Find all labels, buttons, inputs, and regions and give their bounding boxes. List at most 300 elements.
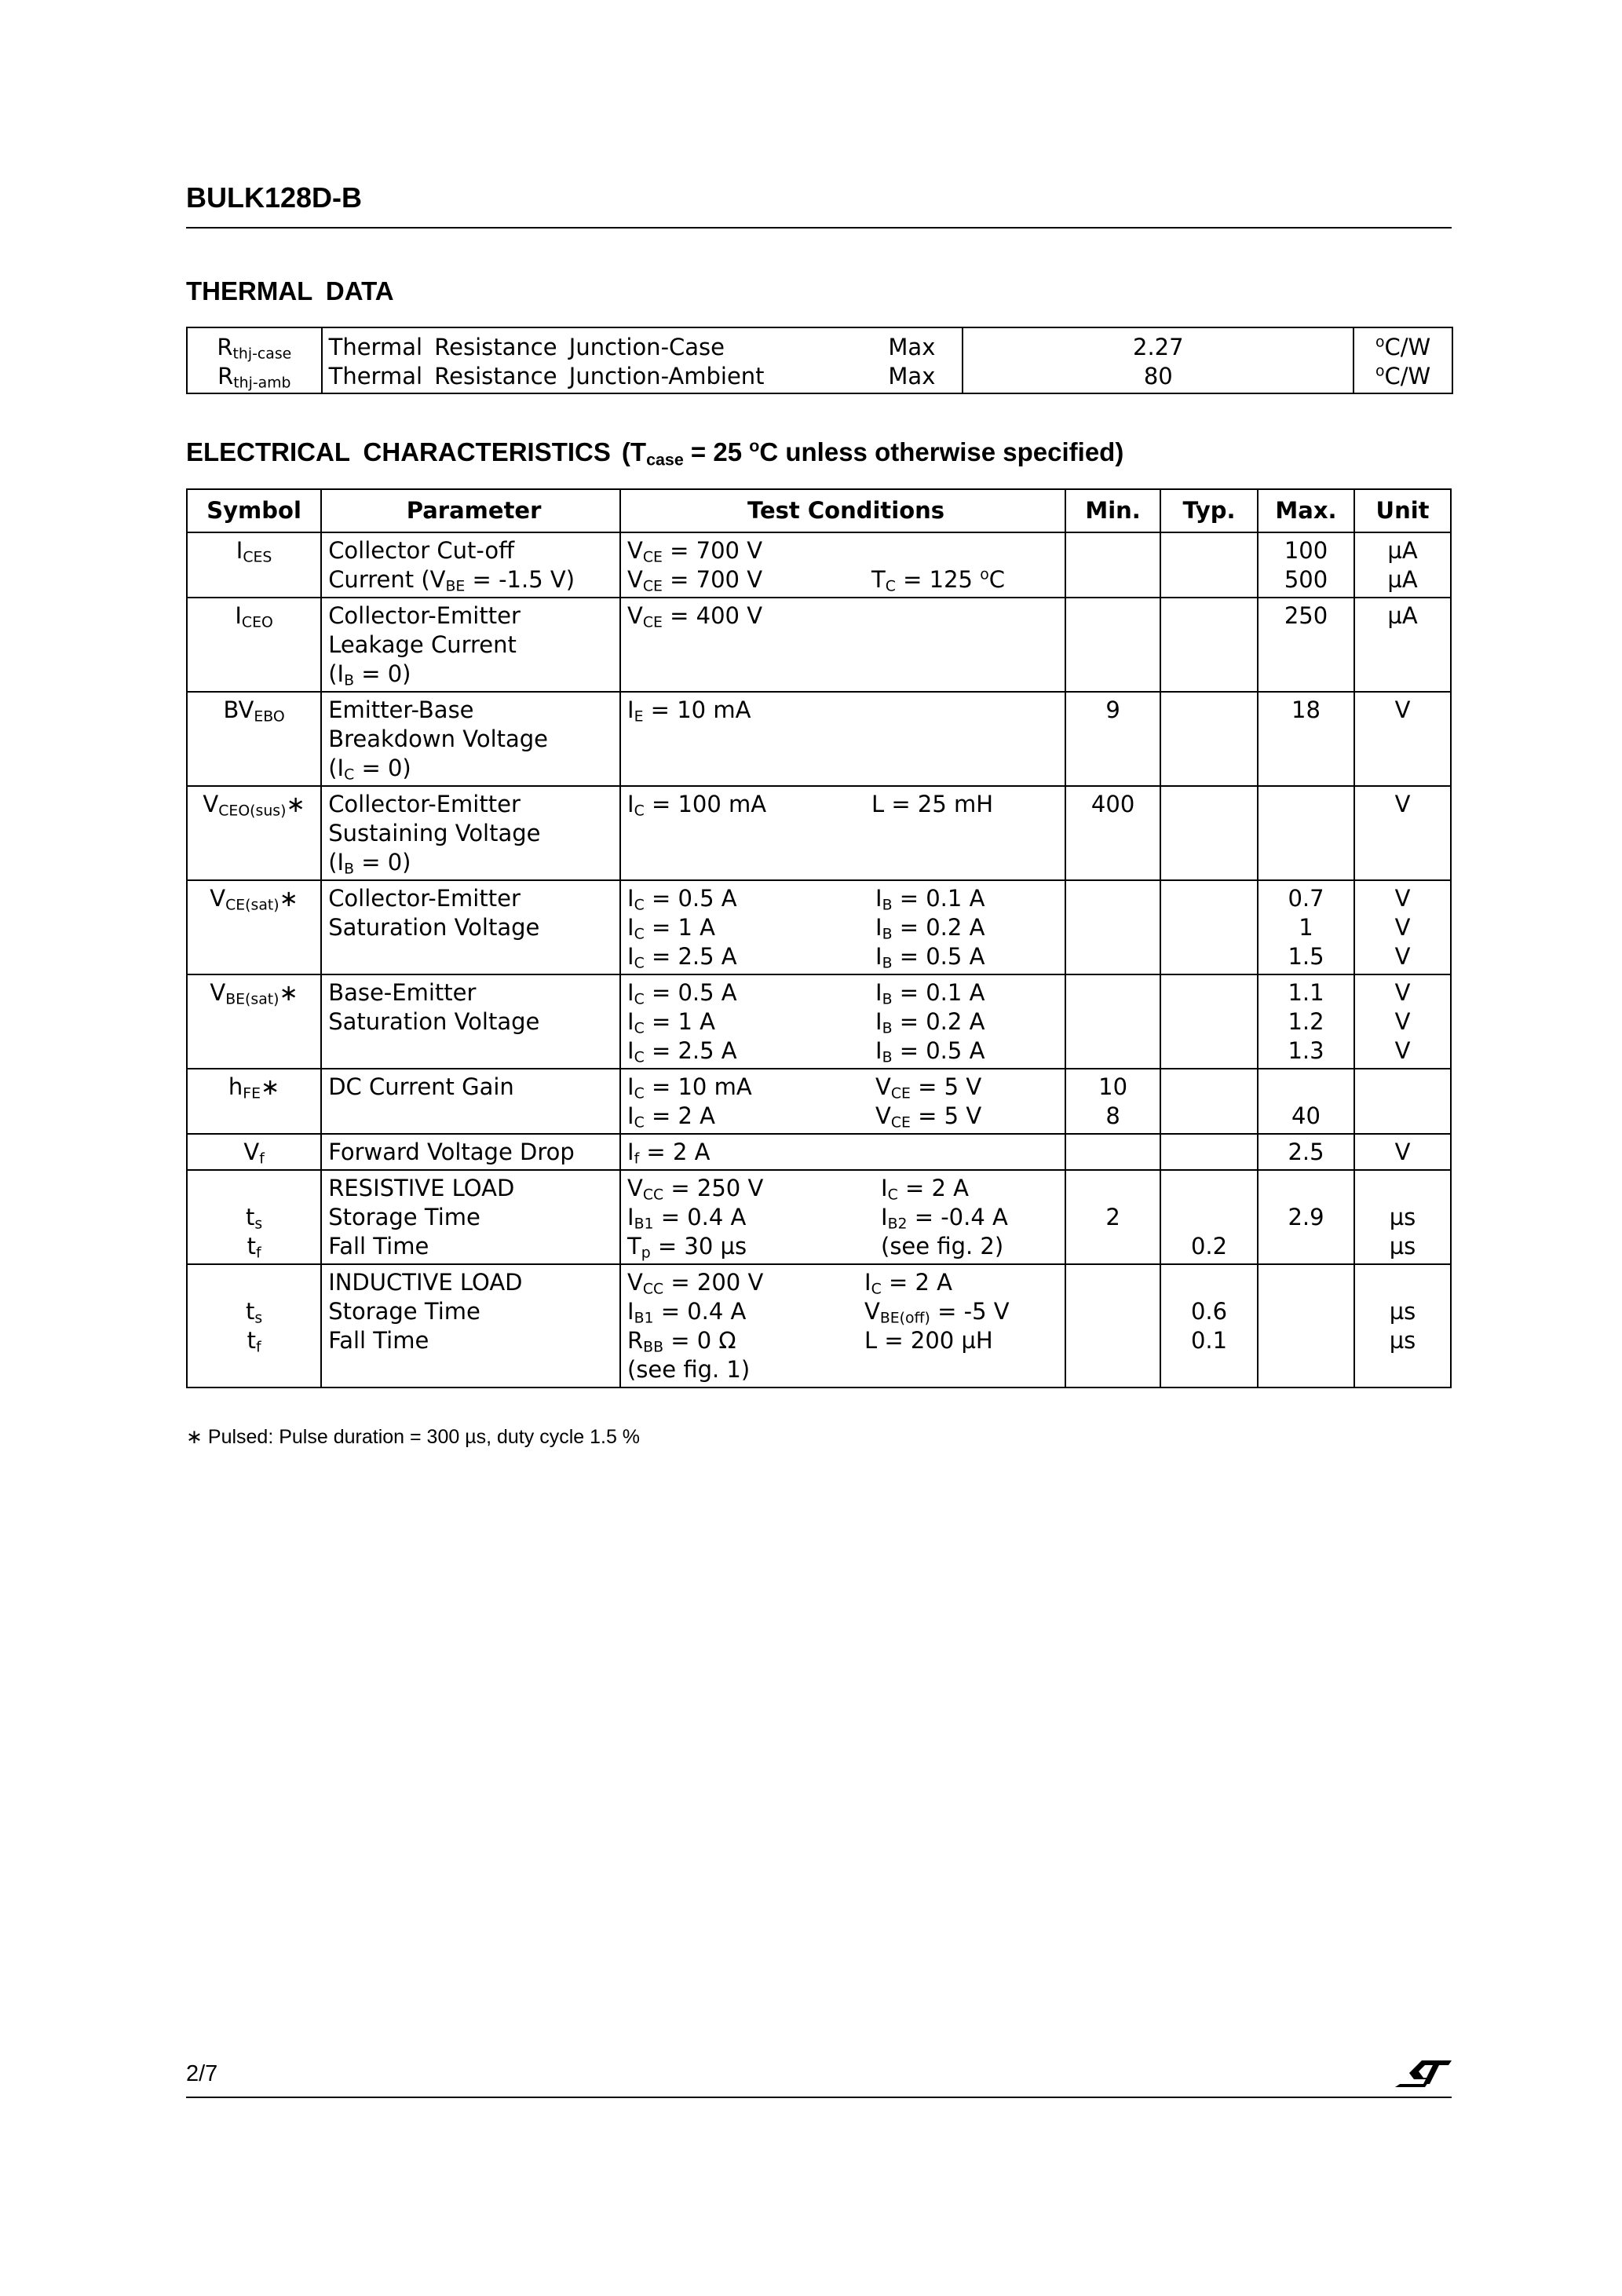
symbol-sub: EBO: [254, 708, 285, 726]
thermal-description-line: [329, 362, 963, 391]
cond-a-sub: C: [634, 1020, 645, 1037]
cond-b: [875, 884, 985, 913]
min-cell: [1065, 786, 1160, 880]
symbol: [188, 1073, 320, 1102]
cond-a: I: [627, 1298, 634, 1325]
parameter-line: Saturation Voltage: [328, 914, 540, 941]
column-header-min: Min.: [1065, 489, 1160, 532]
cond-a: (see fig. 1): [627, 1356, 751, 1383]
cond-a-sub: CC: [642, 1186, 664, 1204]
min-cell: [1065, 1069, 1160, 1134]
table-row: [187, 692, 1451, 786]
thermal-value: 2.27: [1133, 334, 1184, 360]
max-value: 1: [1299, 914, 1313, 941]
spacer: [188, 1268, 320, 1297]
min-cell: [1065, 532, 1160, 598]
thermal-data-heading: THERMAL DATA: [186, 276, 394, 305]
cond-a-val: = 10 mA: [643, 696, 751, 723]
thermal-description-line: [329, 333, 963, 362]
unit-cell: [1354, 880, 1451, 974]
pulsed-marker: ∗: [286, 791, 305, 817]
typ-cell: [1160, 692, 1258, 786]
condition-line: [627, 1036, 1065, 1066]
unit-value: V: [1394, 943, 1411, 970]
symbol-cell: [187, 1264, 321, 1387]
cond-a-sub: C: [634, 803, 645, 820]
cond-a: I: [627, 1139, 634, 1165]
cond-b-sub: B: [882, 1020, 893, 1037]
cond-a: T: [627, 1233, 641, 1260]
unit-value: V: [1394, 1008, 1411, 1035]
cond-a: I: [627, 696, 634, 723]
unit-value: V: [1394, 1037, 1411, 1064]
cond-a-sub: C: [634, 1085, 645, 1102]
parameter-line: Forward Voltage Drop: [328, 1139, 575, 1165]
cond-b-val: = -0.4 A: [907, 1204, 1008, 1230]
pulsed-marker: ∗: [279, 885, 298, 912]
cond-b: [871, 565, 1005, 594]
cond-b: [875, 913, 985, 942]
symbol-sub: BE(sat): [225, 991, 279, 1008]
cond-a-val: = 0 Ω: [663, 1327, 736, 1354]
thermal-symbol: [188, 333, 321, 362]
typ-cell: [1160, 1134, 1258, 1170]
spacer: [1355, 1174, 1450, 1203]
min-cell: [1065, 1134, 1160, 1170]
symbol: [188, 978, 320, 1007]
parameter-line: Leakage Current: [328, 631, 517, 658]
min-cell: [1065, 692, 1160, 786]
cond-a-sub: BB: [643, 1339, 664, 1356]
unit-cell: [1354, 974, 1451, 1069]
conditions-cell: [620, 598, 1065, 692]
cond-a-val: = 200 V: [663, 1269, 764, 1296]
max-cell: [1258, 598, 1354, 692]
cond-a-sub: CE: [642, 549, 663, 566]
electrical-characteristics-heading: [186, 437, 1124, 470]
symbol: [188, 536, 320, 565]
thermal-limit: Max: [888, 363, 936, 389]
symbol: [188, 1203, 320, 1232]
symbol-cell: [187, 692, 321, 786]
symbol-cell: [187, 1069, 321, 1134]
min-value: 400: [1090, 791, 1135, 817]
parameter-text: = 0): [354, 660, 411, 687]
symbol-sub: f: [255, 1339, 261, 1356]
parameter-line: Fall Time: [328, 1233, 429, 1260]
max-cell: [1258, 1134, 1354, 1170]
condition-line: [627, 1102, 1065, 1131]
parameter-text: = 0): [354, 755, 411, 781]
min-cell: [1065, 880, 1160, 974]
column-header-symbol: Symbol: [187, 489, 321, 532]
column-header-unit: Unit: [1354, 489, 1451, 532]
cond-a-val: = 1 A: [644, 914, 715, 941]
unit-text: C/W: [1384, 334, 1431, 360]
symbol-main: V: [210, 979, 226, 1006]
symbol-cell: [187, 532, 321, 598]
min-value: 10: [1098, 1073, 1128, 1100]
cond-a: I: [627, 914, 634, 941]
table-row: [187, 1170, 1451, 1264]
spacer: [1259, 1073, 1353, 1102]
thermal-description: Thermal Resistance Junction-Case: [328, 334, 725, 360]
symbol: [188, 696, 320, 725]
symbol-cell: [187, 598, 321, 692]
spacer: [1161, 1203, 1257, 1232]
max-cell: [1258, 1069, 1354, 1134]
condition-line: [627, 696, 1065, 725]
pulsed-marker: ∗: [279, 979, 298, 1006]
unit-degree: o: [1375, 334, 1385, 351]
unit-value: µA: [1387, 566, 1418, 593]
cond-a-sub: f: [634, 1150, 640, 1168]
parameter-text: = 0): [354, 849, 411, 876]
max-value: 100: [1284, 537, 1328, 564]
thermal-data-table: [186, 327, 1453, 394]
cond-a: I: [627, 943, 634, 970]
cond-b-sub: B2: [887, 1216, 908, 1233]
cond-b: [875, 978, 985, 1007]
parameter-line: Storage Time: [328, 1298, 480, 1325]
cond-a-val: = 1 A: [644, 1008, 715, 1035]
parameter-line: Collector-Emitter: [328, 602, 521, 629]
cond-b: [875, 942, 985, 971]
condition-line: [627, 601, 1065, 631]
parameter-line: [328, 660, 619, 689]
symbol-cell: [187, 1170, 321, 1264]
cond-b-text: V: [864, 1298, 880, 1325]
symbol-cell: [187, 880, 321, 974]
cond-a-sub: C: [634, 1049, 645, 1066]
cond-b: [881, 1174, 969, 1203]
condition-degree: o: [749, 437, 760, 456]
max-cell: [1258, 974, 1354, 1069]
unit-cell: [1354, 598, 1451, 692]
electrical-heading-condition: [621, 437, 1124, 470]
unit-value: V: [1394, 791, 1411, 817]
cond-b-text: I: [875, 1037, 882, 1064]
typ-cell: [1160, 1170, 1258, 1264]
unit-cell: [1354, 1264, 1451, 1387]
condition-line: [627, 1203, 1065, 1232]
condition-line: [627, 565, 1065, 594]
symbol-main: V: [243, 1139, 260, 1165]
thermal-value: 80: [1143, 363, 1173, 389]
symbol-main: I: [236, 537, 243, 564]
condition-line: [627, 536, 1065, 565]
max-value: 40: [1291, 1102, 1321, 1129]
thermal-description-cell: [322, 327, 963, 393]
cond-a: I: [627, 791, 634, 817]
min-value: 8: [1105, 1102, 1120, 1129]
cond-a-sub: CE: [642, 614, 663, 631]
cond-a: I: [627, 1073, 634, 1100]
cond-a-val: = 0.5 A: [644, 979, 737, 1006]
cond-b-text: I: [875, 979, 882, 1006]
cond-b: [875, 1073, 981, 1102]
parameter-cell: [321, 1069, 620, 1134]
max-cell: [1258, 880, 1354, 974]
cond-a-sub: p: [641, 1245, 651, 1262]
page-number: 2/7: [186, 2061, 218, 2086]
table-row: [187, 880, 1451, 974]
parameter-cell: [321, 1170, 620, 1264]
cond-b: [875, 1102, 981, 1131]
parameter-line: [328, 754, 619, 783]
max-cell: [1258, 786, 1354, 880]
parameter-line: [328, 565, 619, 594]
min-cell: [1065, 1170, 1160, 1264]
cond-b-sub: C: [871, 1281, 882, 1298]
spacer: [1259, 1174, 1353, 1203]
parameter-line: Sustaining Voltage: [328, 820, 541, 846]
condition-line: [627, 790, 1065, 819]
cond-b: [875, 1036, 985, 1066]
min-value: 9: [1105, 696, 1120, 723]
symbol-cell: [187, 974, 321, 1069]
symbol-main: t: [247, 1233, 256, 1260]
cond-a: I: [627, 885, 634, 912]
max-value: 18: [1291, 696, 1321, 723]
table-row: [187, 1264, 1451, 1387]
cond-b: [881, 1203, 1008, 1232]
unit-cell: [1354, 532, 1451, 598]
cond-b-text: V: [875, 1073, 891, 1100]
table-row: [187, 1134, 1451, 1170]
parameter-cell: [321, 532, 620, 598]
cond-a-sub: E: [634, 708, 644, 726]
spacer: [1161, 1174, 1257, 1203]
parameter-sub: B: [344, 672, 354, 689]
max-value: 0.7: [1288, 885, 1324, 912]
cond-a-val: = 30 µs: [650, 1233, 747, 1260]
unit-value: V: [1394, 1139, 1411, 1165]
symbol-sub: CEO: [241, 614, 273, 631]
cond-b-end: C: [988, 566, 1005, 593]
min-cell: [1065, 974, 1160, 1069]
electrical-heading-text: ELECTRICAL CHARACTERISTICS: [186, 437, 611, 466]
cond-a-val: = 0.4 A: [653, 1204, 747, 1230]
cond-a-sub: C: [634, 991, 645, 1008]
cond-a: R: [627, 1327, 644, 1354]
cond-b: [875, 1007, 985, 1036]
thermal-unit-cell: [1353, 327, 1452, 393]
symbol: [188, 601, 320, 631]
symbol: [188, 790, 320, 819]
table-row: [187, 786, 1451, 880]
cond-a: V: [627, 566, 643, 593]
thermal-table-row: [187, 327, 1452, 393]
cond-a-val: = 10 mA: [644, 1073, 752, 1100]
symbol-main: V: [210, 885, 226, 912]
typ-value: 0.2: [1190, 1233, 1228, 1260]
parameter-text: = -1.5 V): [465, 566, 575, 593]
cond-b-text: I: [875, 914, 882, 941]
symbol-main: t: [245, 1204, 255, 1230]
conditions-cell: [620, 880, 1065, 974]
condition-line: [627, 1073, 1065, 1102]
parameter-line: Collector Cut-off: [328, 537, 515, 564]
cond-b-val: = 2 A: [897, 1175, 969, 1201]
table-header-row: [187, 489, 1451, 532]
symbol-sub: FE: [243, 1085, 261, 1102]
symbol-main: t: [247, 1327, 256, 1354]
symbol-main: V: [203, 791, 219, 817]
min-value: 2: [1105, 1204, 1120, 1230]
symbol-main: h: [228, 1073, 243, 1100]
max-cell: [1258, 1264, 1354, 1387]
cond-a-sub: C: [634, 1114, 645, 1132]
max-cell: [1258, 532, 1354, 598]
conditions-cell: [620, 692, 1065, 786]
cond-b-val: = 2 A: [881, 1269, 952, 1296]
cond-b-val: = 5 V: [910, 1102, 982, 1129]
typ-cell: [1160, 532, 1258, 598]
column-header-conditions: Test Conditions: [620, 489, 1065, 532]
cond-a-val: = 0.5 A: [644, 885, 737, 912]
symbol: [188, 1232, 320, 1261]
condition-sub: case: [646, 450, 684, 470]
cond-b-val: = 0.1 A: [892, 885, 985, 912]
unit-value: V: [1394, 979, 1411, 1006]
cond-b-text: I: [875, 885, 882, 912]
footer-divider: [186, 2097, 1452, 2098]
parameter-text: (I: [328, 849, 345, 876]
unit-value: µs: [1389, 1204, 1416, 1230]
symbol-sub: CEO(sus): [218, 803, 287, 820]
unit-cell: [1354, 692, 1451, 786]
symbol-main: R: [217, 363, 234, 389]
min-cell: [1065, 598, 1160, 692]
symbol-main: I: [235, 602, 242, 629]
symbol: [188, 1297, 320, 1326]
cond-b: [864, 1268, 952, 1297]
unit-value: µs: [1389, 1298, 1416, 1325]
cond-b: L = 200 µH: [864, 1327, 993, 1354]
conditions-cell: [620, 974, 1065, 1069]
cond-b-sub: BE(off): [879, 1310, 930, 1327]
max-value: 500: [1284, 566, 1328, 593]
unit-value: µA: [1387, 602, 1418, 629]
unit-cell: [1354, 1170, 1451, 1264]
table-row: [187, 532, 1451, 598]
table-row: [187, 1069, 1451, 1134]
max-value: 1.3: [1288, 1037, 1324, 1064]
symbol-main: R: [217, 334, 233, 360]
cond-a-val: = 0.4 A: [653, 1298, 747, 1325]
parameter-line: Storage Time: [328, 1204, 480, 1230]
cond-b-val: = 0.2 A: [892, 914, 985, 941]
symbol-sub: CES: [243, 549, 272, 566]
cond-b-sub: B: [882, 991, 893, 1008]
unit-text: C/W: [1384, 363, 1431, 389]
unit-cell: [1354, 1069, 1451, 1134]
conditions-cell: [620, 1069, 1065, 1134]
cond-b-val: = 5 V: [910, 1073, 982, 1100]
cond-b-text: I: [881, 1204, 888, 1230]
cond-b-sub: B: [882, 897, 893, 914]
conditions-cell: [620, 1264, 1065, 1387]
cond-b: L = 25 mH: [871, 791, 994, 817]
typ-cell: [1160, 880, 1258, 974]
cond-b-sub: CE: [890, 1114, 911, 1132]
cond-a: I: [627, 1008, 634, 1035]
max-value: 2.5: [1288, 1139, 1324, 1165]
parameter-line: Breakdown Voltage: [328, 726, 549, 752]
cond-b-val: = 0.2 A: [892, 1008, 985, 1035]
spacer: [1355, 1268, 1450, 1297]
cond-a-val: = 700 V: [662, 566, 763, 593]
parameter-line: Collector-Emitter: [328, 791, 521, 817]
thermal-unit: [1354, 333, 1452, 362]
cond-a: I: [627, 979, 634, 1006]
parameter-line: Saturation Voltage: [328, 1008, 540, 1035]
pulsed-footnote: ∗ Pulsed: Pulse duration = 300 µs, duty cycle 1.5 %: [186, 1426, 641, 1448]
cond-b-text: I: [881, 1175, 888, 1201]
cond-a-sub: C: [634, 955, 645, 972]
cond-b-sub: C: [885, 578, 896, 595]
cond-b-val: = -5 V: [930, 1298, 1010, 1325]
symbol-sub: s: [254, 1310, 263, 1327]
cond-a-sub: CC: [642, 1281, 664, 1298]
parameter-sub: C: [344, 766, 355, 784]
unit-degree: o: [1375, 363, 1385, 380]
cond-b-val: = 0.5 A: [892, 943, 985, 970]
cond-b-val: = 125: [895, 566, 981, 593]
typ-cell: [1160, 1264, 1258, 1387]
spacer: [188, 1174, 320, 1203]
cond-a-val: = 250 V: [663, 1175, 764, 1201]
thermal-description: Thermal Resistance Junction-Ambient: [328, 363, 765, 389]
table-row: [187, 974, 1451, 1069]
parameter-text: Current (V: [328, 566, 446, 593]
typ-cell: [1160, 974, 1258, 1069]
cond-b-text: I: [875, 943, 882, 970]
conditions-cell: [620, 786, 1065, 880]
cond-a: I: [627, 1204, 634, 1230]
cond-a: I: [627, 1102, 634, 1129]
thermal-limit: Max: [888, 334, 936, 360]
parameter-line: RESISTIVE LOAD: [328, 1175, 515, 1201]
column-header-typ: Typ.: [1160, 489, 1258, 532]
parameter-line: DC Current Gain: [328, 1073, 514, 1100]
parameter-cell: [321, 880, 620, 974]
cond-a-val: = 400 V: [662, 602, 763, 629]
cond-a: V: [627, 1269, 643, 1296]
cond-b-val: = 0.5 A: [892, 1037, 985, 1064]
condition-line: [627, 1138, 1065, 1167]
cond-a: V: [627, 1175, 643, 1201]
unit-value: V: [1394, 696, 1411, 723]
pulsed-marker: ∗: [261, 1073, 280, 1100]
symbol-cell: [187, 786, 321, 880]
parameter-line: Fall Time: [328, 1327, 429, 1354]
table-row: [187, 598, 1451, 692]
max-value: 1.5: [1288, 943, 1324, 970]
spacer: [1161, 1268, 1257, 1297]
cond-b-text: T: [871, 566, 886, 593]
unit-cell: [1354, 1134, 1451, 1170]
parameter-cell: [321, 974, 620, 1069]
parameter-line: Emitter-Base: [328, 696, 474, 723]
condition-line: [627, 1355, 1065, 1384]
symbol: [188, 1138, 320, 1167]
max-cell: [1258, 1170, 1354, 1264]
electrical-characteristics-table: [186, 488, 1452, 1388]
cond-b-sub: CE: [890, 1085, 911, 1102]
parameter-sub: BE: [445, 578, 466, 595]
